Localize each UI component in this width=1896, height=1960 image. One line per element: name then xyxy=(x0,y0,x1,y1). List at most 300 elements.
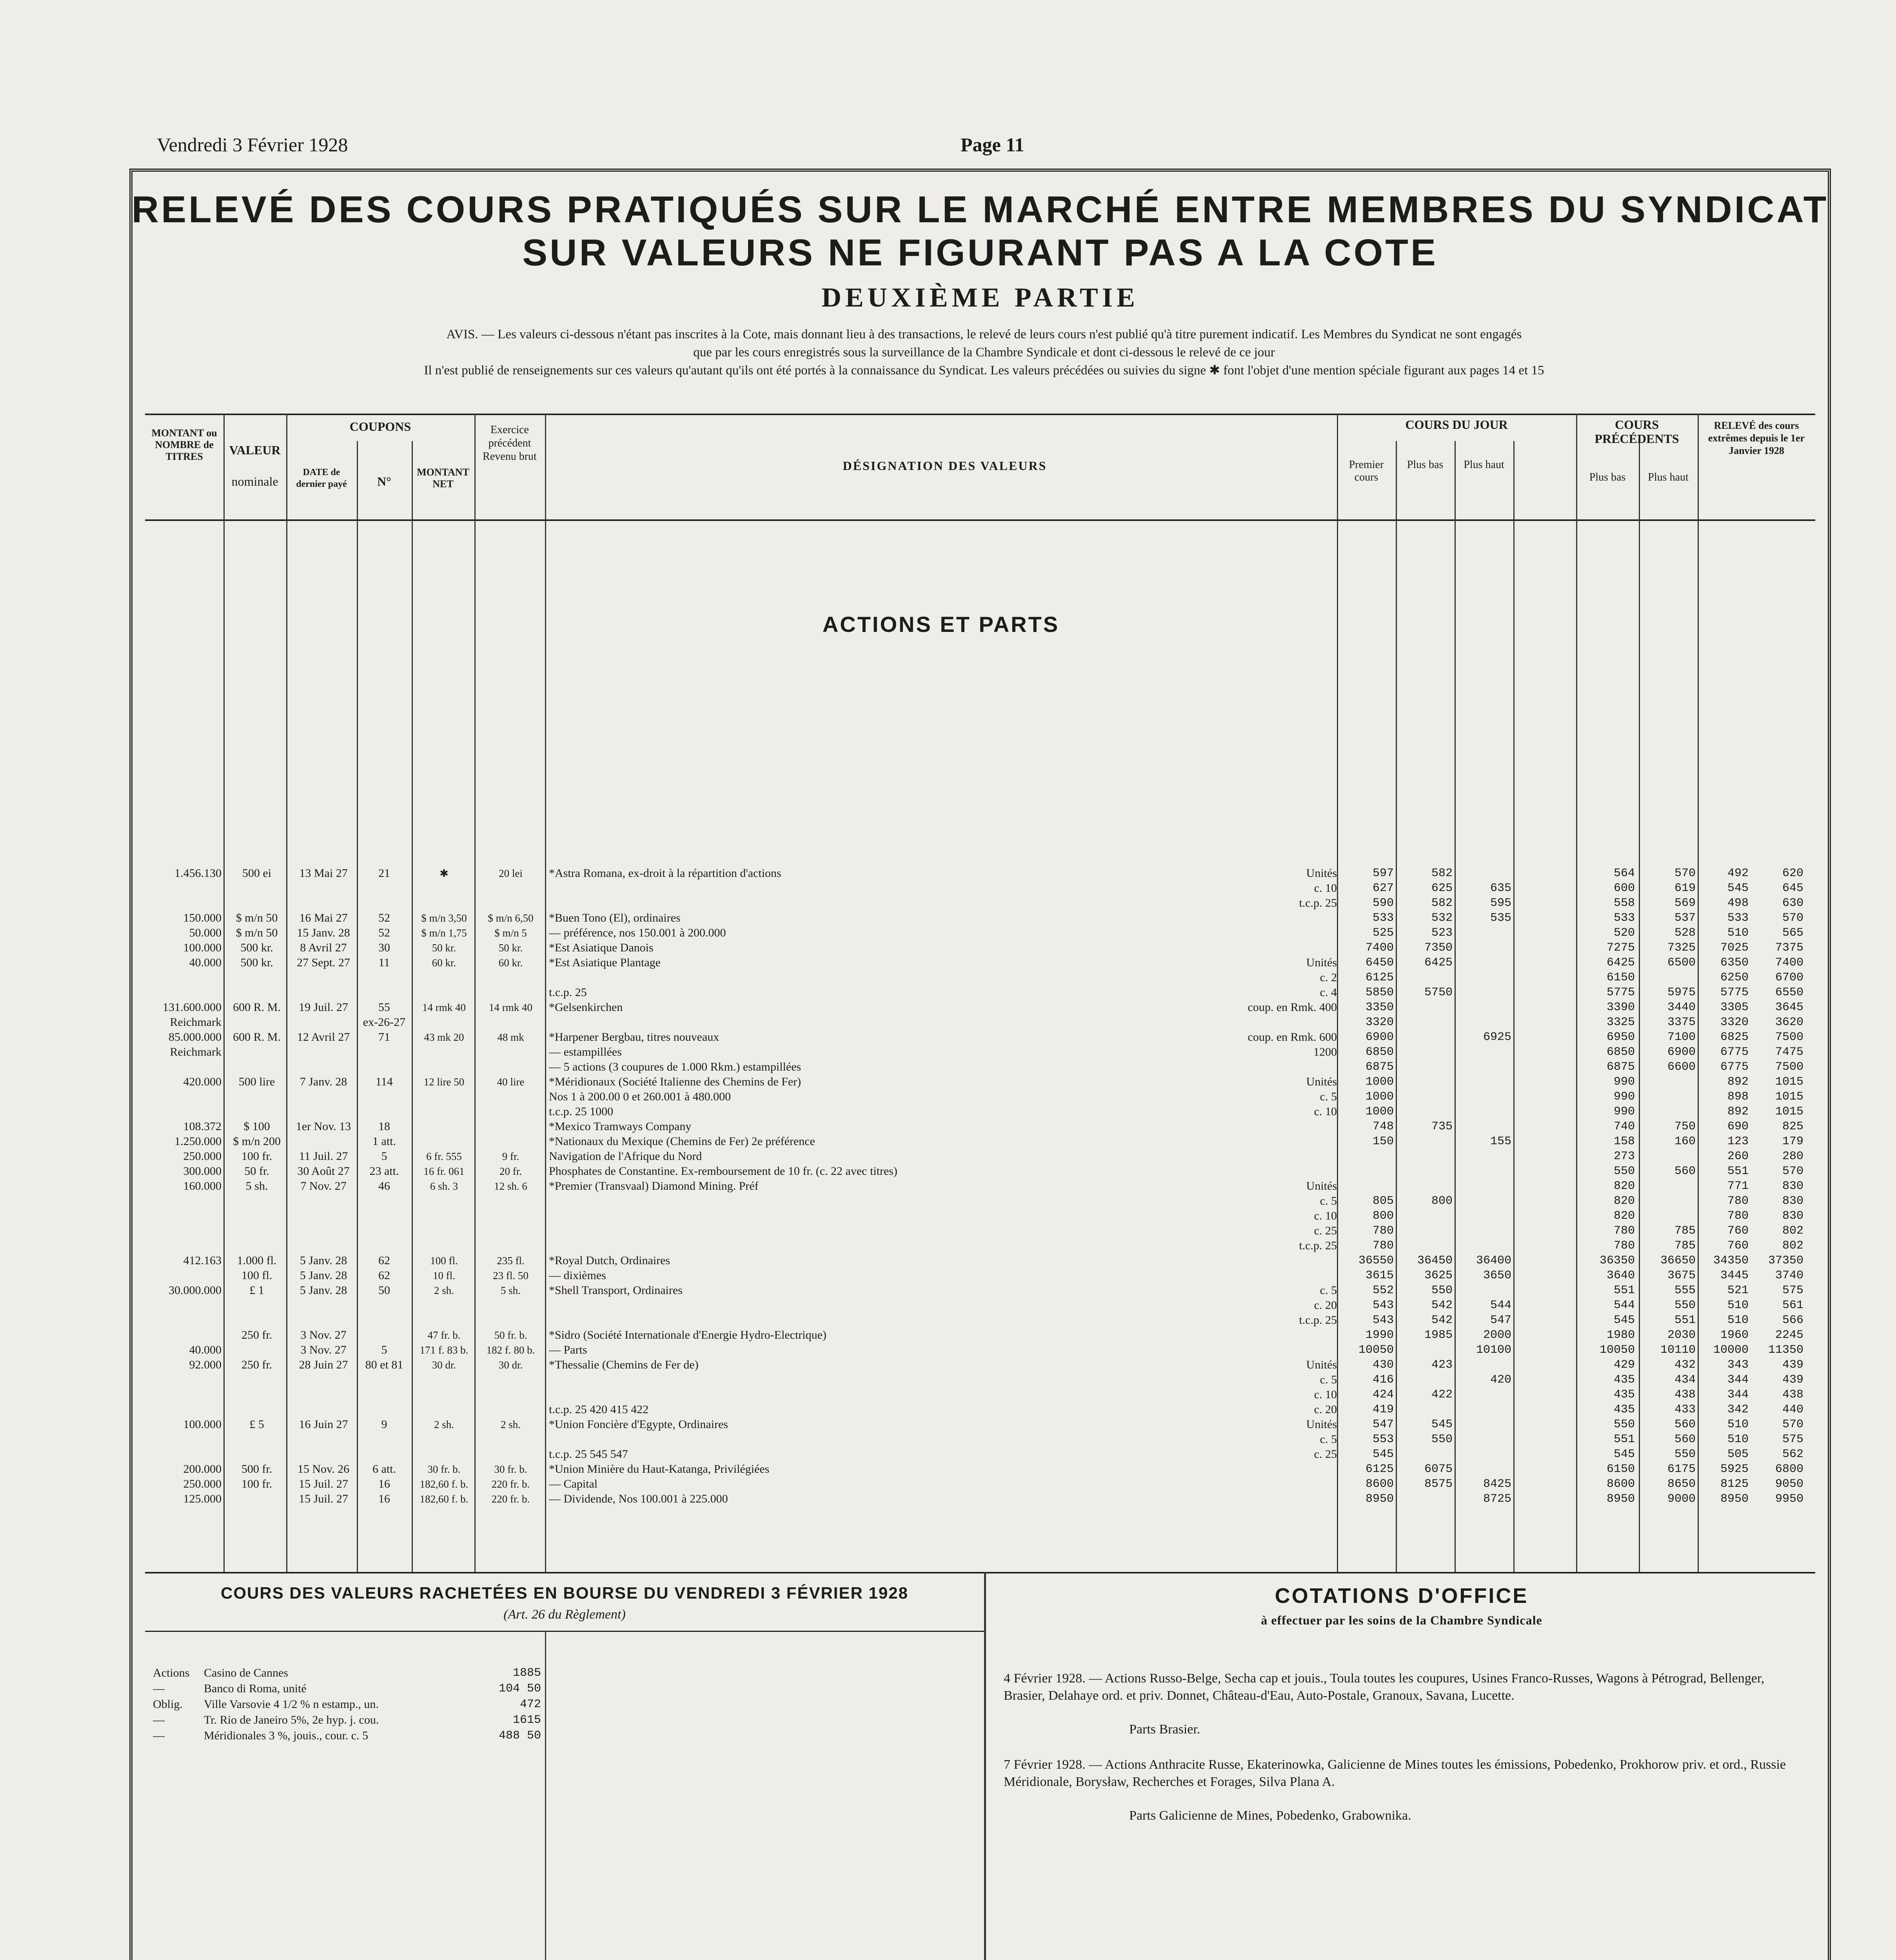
cell-releve-bas: 7025 xyxy=(1720,941,1749,955)
cell-premier: 6900 xyxy=(1365,1031,1394,1044)
cell-designation: *Harpener Bergbau, titres nouveaux xyxy=(549,1031,719,1044)
cell-plus-bas: 523 xyxy=(1431,926,1453,940)
cell-plus-bas: 545 xyxy=(1431,1418,1453,1431)
table-row xyxy=(149,1209,1811,1223)
cell-releve-haut: 802 xyxy=(1782,1224,1803,1238)
notice-line: Il n'est publié de renseignements sur ces valeurs qu'autant qu'ils ont été portés à la connaissance du Syndicat. Les valeurs précédées ou suivies du signe ✱ font l'objet d'une mention spéciale figurant aux pages 14 et 15 xyxy=(424,363,1544,377)
cell-numero: 16 xyxy=(378,1477,390,1490)
col-montant-net: MONTANT NET xyxy=(417,466,469,490)
cell-releve-bas: 521 xyxy=(1727,1284,1749,1297)
cell-releve-haut: 570 xyxy=(1782,1418,1803,1431)
cell-prec-haut: 550 xyxy=(1674,1299,1696,1312)
cell-premier: 10050 xyxy=(1358,1343,1394,1357)
rachetees-value: 1615 xyxy=(512,1713,541,1727)
cell-releve-haut: 1015 xyxy=(1775,1075,1803,1089)
cell-premier: 525 xyxy=(1372,926,1394,940)
cell-releve-haut: 3740 xyxy=(1775,1269,1803,1282)
table-row xyxy=(149,1075,1811,1089)
cell-unite: c. 5 xyxy=(1320,1433,1337,1446)
table-row xyxy=(149,1373,1811,1387)
table-row xyxy=(149,971,1811,985)
cell-releve-bas: 551 xyxy=(1727,1165,1749,1178)
cell-releve-bas: 6775 xyxy=(1720,1045,1749,1059)
cell-prec-haut: 550 xyxy=(1674,1448,1696,1461)
cell-prec-bas: 435 xyxy=(1613,1373,1635,1387)
cell-releve-haut: 7500 xyxy=(1775,1031,1803,1044)
cell-date: 7 Janv. 28 xyxy=(300,1075,347,1088)
cell-releve-haut: 620 xyxy=(1782,867,1803,880)
cell-premier: 748 xyxy=(1372,1120,1394,1133)
cell-plus-haut: 8425 xyxy=(1483,1477,1511,1491)
cell-montant-net: 100 fl. xyxy=(430,1255,458,1267)
cell-plus-bas: 1985 xyxy=(1424,1328,1453,1342)
cell-releve-haut: 562 xyxy=(1782,1448,1803,1461)
cell-releve-bas: 898 xyxy=(1727,1090,1749,1103)
cell-numero: 71 xyxy=(378,1031,390,1044)
header-date: Vendredi 3 Février 1928 xyxy=(157,134,348,156)
cell-designation: — Dividende, Nos 100.001 à 225.000 xyxy=(549,1492,728,1505)
cell-releve-haut: 3620 xyxy=(1775,1016,1803,1029)
cell-exercice: 220 fr. b. xyxy=(491,1478,530,1490)
cell-releve-haut: 37350 xyxy=(1768,1254,1803,1267)
cell-valeur: 500 kr. xyxy=(240,941,273,954)
cell-premier: 6850 xyxy=(1365,1045,1394,1059)
cell-prec-bas: 10050 xyxy=(1599,1343,1635,1357)
notice-line: que par les cours enregistrés sous la surveillance de la Chambre Syndicale et dont ci-dessous le relevé de ce jour xyxy=(693,345,1275,359)
cell-releve-bas: 780 xyxy=(1727,1209,1749,1223)
cell-unite: Unités xyxy=(1306,1180,1337,1192)
cell-plus-bas: 735 xyxy=(1431,1120,1453,1133)
table-row xyxy=(149,1417,1811,1432)
cell-releve-bas: 342 xyxy=(1727,1403,1749,1416)
cell-montant-net: 30 dr. xyxy=(432,1359,456,1371)
rachetees-value: 1885 xyxy=(512,1666,541,1680)
cell-releve-haut: 830 xyxy=(1782,1209,1803,1223)
table-row xyxy=(149,941,1811,955)
cell-prec-haut: 7325 xyxy=(1667,941,1696,955)
cell-valeur: 100 fr. xyxy=(241,1477,272,1490)
cell-valeur: 1.000 fl. xyxy=(237,1254,277,1267)
cell-numero: 55 xyxy=(378,1001,390,1014)
cell-date: 15 Juil. 27 xyxy=(299,1477,348,1490)
cell-plus-bas: 542 xyxy=(1431,1299,1453,1312)
cell-prec-bas: 36350 xyxy=(1599,1254,1635,1267)
cell-date: 15 Juil. 27 xyxy=(299,1492,348,1505)
rachetees-kind: — xyxy=(153,1729,165,1742)
cell-designation: *Thessalie (Chemins de Fer de) xyxy=(549,1358,699,1371)
cell-releve-bas: 6825 xyxy=(1720,1031,1749,1044)
cell-prec-haut: 8650 xyxy=(1667,1477,1696,1491)
office-paragraph-1: 4 Février 1928. — Actions Russo-Belge, Secha cap et jouis., Toula toutes les coupures, Usines Franco-Russes, Wagons à Pétrograd, Bellenger, Brasier, Delahaye ord. et priv. Donnet, Château-d'Eau, Auto-Postale, Granoux, Savana, Lucette. xyxy=(1004,1671,1765,1703)
rachetees-rule xyxy=(145,1631,984,1632)
cell-prec-bas: 550 xyxy=(1613,1418,1635,1431)
cell-montant-net: ✱ xyxy=(439,867,449,879)
col-designation: DÉSIGNATION DES VALEURS xyxy=(843,459,1047,473)
cell-premier: 3350 xyxy=(1365,1001,1394,1014)
cell-numero: 21 xyxy=(378,867,390,880)
cell-exercice: 30 dr. xyxy=(498,1359,523,1371)
cell-montant: Reichmark xyxy=(170,1045,222,1058)
cell-numero: 46 xyxy=(378,1180,390,1192)
cell-releve-bas: 545 xyxy=(1727,882,1749,895)
cell-unite: c. 5 xyxy=(1320,1373,1337,1386)
table-top-rule xyxy=(145,414,1815,415)
table-row xyxy=(149,1492,1811,1506)
cell-prec-bas: 551 xyxy=(1613,1433,1635,1446)
cell-numero: 6 att. xyxy=(372,1463,396,1475)
cell-date: 19 Juil. 27 xyxy=(299,1001,348,1014)
cell-prec-bas: 273 xyxy=(1613,1150,1635,1163)
office-paragraph-1b: Parts Brasier. xyxy=(1129,1722,1200,1737)
cell-montant-net: 6 fr. 555 xyxy=(426,1151,462,1162)
cell-unite: coup. en Rmk. 400 xyxy=(1248,1001,1337,1014)
rachetees-name: Tr. Rio de Janeiro 5%, 2e hyp. j. cou. xyxy=(204,1713,379,1726)
cell-releve-haut: 280 xyxy=(1782,1150,1803,1163)
cell-prec-haut: 560 xyxy=(1674,1165,1696,1178)
cell-premier: 3320 xyxy=(1365,1016,1394,1029)
table-row xyxy=(149,911,1811,925)
cell-unite: coup. en Rmk. 600 xyxy=(1248,1031,1337,1044)
cell-numero: 11 xyxy=(378,956,390,969)
cell-montant: 300.000 xyxy=(183,1165,222,1178)
cell-montant-net: 171 f. 83 b. xyxy=(420,1344,469,1356)
cell-montant: 85.000.000 xyxy=(169,1031,222,1044)
office-paragraph-2b: Parts Galicienne de Mines, Pobedenko, Grabownika. xyxy=(1129,1808,1411,1823)
cell-prec-haut: 6600 xyxy=(1667,1060,1696,1074)
cell-montant-net: 2 sh. xyxy=(434,1285,454,1296)
cell-prec-haut: 537 xyxy=(1674,911,1696,925)
cell-valeur: 100 fl. xyxy=(241,1269,272,1282)
col-cours-precedents: COURS PRÉCÉDENTS xyxy=(1595,417,1679,446)
cell-prec-bas: 550 xyxy=(1613,1165,1635,1178)
cell-designation: t.c.p. 25 1000 xyxy=(549,1105,614,1118)
cell-plus-haut: 547 xyxy=(1490,1314,1511,1327)
cell-releve-bas: 3445 xyxy=(1720,1269,1749,1282)
col-numero: N° xyxy=(377,474,391,488)
cell-unite: c. 10 xyxy=(1314,1388,1337,1401)
cell-premier: 36550 xyxy=(1358,1254,1394,1267)
rachetees-name: Méridionales 3 %, jouis., cour. c. 5 xyxy=(204,1729,369,1742)
cell-premier: 780 xyxy=(1372,1239,1394,1252)
cell-premier: 805 xyxy=(1372,1194,1394,1208)
cell-valeur: $ m/n 50 xyxy=(236,926,278,939)
cell-prec-bas: 600 xyxy=(1613,882,1635,895)
cell-montant-net: 30 fr. b. xyxy=(427,1463,461,1475)
cell-unite: c. 5 xyxy=(1320,1284,1337,1297)
col-montant: MONTANT ou NOMBRE de TITRES xyxy=(151,427,217,462)
cell-date: 15 Janv. 28 xyxy=(297,926,350,939)
cell-releve-haut: 570 xyxy=(1782,911,1803,925)
cell-prec-bas: 6150 xyxy=(1606,1463,1635,1476)
cell-designation: Phosphates de Constantine. Ex-remboursement de 10 fr. (c. 22 avec titres) xyxy=(549,1165,897,1178)
cell-releve-haut: 11350 xyxy=(1768,1343,1803,1357)
table-row xyxy=(149,985,1811,1000)
table-row xyxy=(149,1388,1811,1402)
cell-releve-haut: 2245 xyxy=(1775,1328,1803,1342)
cell-releve-haut: 561 xyxy=(1782,1299,1803,1312)
cell-designation: — estampillées xyxy=(549,1045,622,1058)
cell-montant: 100.000 xyxy=(183,1418,222,1431)
cell-unite: c. 5 xyxy=(1320,1090,1337,1103)
cell-montant-net: $ m/n 1,75 xyxy=(421,927,467,939)
table-row xyxy=(149,1045,1811,1059)
cell-exercice: 48 mk xyxy=(497,1031,524,1043)
cell-prec-bas: 435 xyxy=(1613,1403,1635,1416)
cell-designation: *Sidro (Société Internationale d'Energie Hydro-Electrique) xyxy=(549,1328,826,1341)
cell-releve-haut: 179 xyxy=(1782,1135,1803,1148)
cell-montant: 30.000.000 xyxy=(169,1284,222,1297)
cell-unite: Unités xyxy=(1306,1418,1337,1431)
cell-designation: t.c.p. 25 xyxy=(549,986,587,999)
cell-valeur: £ 5 xyxy=(249,1418,264,1431)
cell-premier: 1000 xyxy=(1365,1090,1394,1103)
rachetees-value: 104 50 xyxy=(498,1682,541,1695)
cell-prec-haut: 570 xyxy=(1674,867,1696,880)
part-heading: DEUXIÈME PARTIE xyxy=(821,283,1139,313)
cell-date: 5 Janv. 28 xyxy=(300,1269,347,1282)
cell-prec-haut: 438 xyxy=(1674,1388,1696,1401)
cell-premier: 8950 xyxy=(1365,1492,1394,1506)
cell-prec-bas: 520 xyxy=(1613,926,1635,940)
cell-releve-haut: 575 xyxy=(1782,1433,1803,1446)
cell-numero: 5 xyxy=(381,1343,387,1356)
table-row xyxy=(149,1015,1811,1029)
cell-date: 13 Mai 27 xyxy=(299,867,348,880)
cell-prec-bas: 3325 xyxy=(1606,1016,1635,1029)
cell-premier: 3615 xyxy=(1365,1269,1394,1282)
cell-montant: 420.000 xyxy=(183,1075,222,1088)
table-row xyxy=(149,1149,1811,1163)
cell-premier: 590 xyxy=(1372,897,1394,910)
cell-releve-haut: 630 xyxy=(1782,897,1803,910)
cell-releve-bas: 6250 xyxy=(1720,971,1749,984)
table-row xyxy=(149,1090,1811,1104)
cell-prec-bas: 7275 xyxy=(1606,941,1635,955)
cell-numero: 52 xyxy=(378,926,390,939)
cell-premier: 545 xyxy=(1372,1448,1394,1461)
rachetees-line xyxy=(153,1666,545,1680)
table-row xyxy=(149,956,1811,970)
cell-valeur: 500 ei xyxy=(242,867,272,880)
cell-numero: 1 att. xyxy=(372,1135,396,1148)
cell-prec-haut: 2030 xyxy=(1667,1328,1696,1342)
notice-line: AVIS. — Les valeurs ci-dessous n'étant pas inscrites à la Cote, mais donnant lieu à des transactions, le relevé de leurs cours n'est publié qu'à titre purement indicatif. Les Membres du Syndicat ne sont engagés xyxy=(446,327,1522,341)
cell-unite: Unités xyxy=(1306,1358,1337,1371)
rachetees-kind: — xyxy=(153,1713,165,1726)
cell-exercice: 30 fr. b. xyxy=(494,1463,527,1475)
cell-releve-haut: 570 xyxy=(1782,1165,1803,1178)
cell-valeur: $ 100 xyxy=(243,1120,270,1133)
cell-numero: 62 xyxy=(378,1254,390,1267)
cell-montant: 108.372 xyxy=(183,1120,222,1133)
col-plus-haut: Plus haut xyxy=(1464,459,1504,471)
cell-plus-bas: 36450 xyxy=(1417,1254,1453,1267)
cell-prec-bas: 990 xyxy=(1613,1090,1635,1103)
cell-releve-bas: 8950 xyxy=(1720,1492,1749,1506)
rachetees-col-rule xyxy=(545,1631,546,1960)
cell-designation: *Est Asiatique Danois xyxy=(549,941,654,954)
cell-premier: 6125 xyxy=(1365,1463,1394,1476)
cell-designation: — 5 actions (3 coupures de 1.000 Rkm.) estampillées xyxy=(549,1060,801,1073)
cell-releve-bas: 1960 xyxy=(1720,1328,1749,1342)
cell-premier: 6875 xyxy=(1365,1060,1394,1074)
cell-plus-bas: 532 xyxy=(1431,911,1453,925)
cell-releve-bas: 510 xyxy=(1727,1299,1749,1312)
rachetees-name: Casino de Cannes xyxy=(204,1666,288,1679)
table-row xyxy=(149,1105,1811,1119)
cell-prec-bas: 3390 xyxy=(1606,1001,1635,1014)
cell-designation: *Est Asiatique Plantage xyxy=(549,956,661,969)
cell-plus-bas: 7350 xyxy=(1424,941,1453,955)
cell-releve-haut: 439 xyxy=(1782,1358,1803,1372)
cell-releve-haut: 566 xyxy=(1782,1314,1803,1327)
cell-releve-haut: 6550 xyxy=(1775,986,1803,999)
cell-releve-haut: 645 xyxy=(1782,882,1803,895)
cell-valeur: 500 fr. xyxy=(241,1463,272,1475)
cell-releve-haut: 575 xyxy=(1782,1284,1803,1297)
table-row xyxy=(149,1194,1811,1208)
cell-designation: Navigation de l'Afrique du Nord xyxy=(549,1150,702,1163)
cell-designation: *Buen Tono (El), ordinaires xyxy=(549,911,681,924)
cell-exercice: $ m/n 5 xyxy=(494,927,527,939)
cell-valeur: 500 kr. xyxy=(240,956,273,969)
cell-exercice: 9 fr. xyxy=(502,1151,519,1162)
cell-valeur: £ 1 xyxy=(249,1284,264,1297)
cell-premier: 547 xyxy=(1372,1418,1394,1431)
cell-unite: Unités xyxy=(1306,867,1337,880)
table-row xyxy=(149,1164,1811,1178)
cell-releve-haut: 7375 xyxy=(1775,941,1803,955)
cell-releve-bas: 260 xyxy=(1727,1150,1749,1163)
cell-premier: 150 xyxy=(1372,1135,1394,1148)
cell-plus-haut: 544 xyxy=(1490,1299,1511,1312)
cell-releve-bas: 3305 xyxy=(1720,1001,1749,1014)
cell-designation: *Méridionaux (Société Italienne des Chemins de Fer) xyxy=(549,1075,801,1088)
cell-prec-bas: 3640 xyxy=(1606,1269,1635,1282)
cell-montant-net: 10 fl. xyxy=(433,1270,455,1281)
cell-prec-haut: 6500 xyxy=(1667,956,1696,969)
cell-prec-bas: 6950 xyxy=(1606,1031,1635,1044)
cell-prec-bas: 8600 xyxy=(1606,1477,1635,1491)
cell-prec-bas: 429 xyxy=(1613,1358,1635,1372)
cell-prec-bas: 5775 xyxy=(1606,986,1635,999)
table-row xyxy=(149,926,1811,940)
cell-montant: 40.000 xyxy=(189,1343,222,1356)
cell-releve-bas: 6775 xyxy=(1720,1060,1749,1074)
cell-numero: 80 et 81 xyxy=(365,1358,403,1371)
table-row xyxy=(149,1403,1811,1417)
cell-releve-bas: 892 xyxy=(1727,1105,1749,1118)
cell-releve-bas: 5925 xyxy=(1720,1463,1749,1476)
cell-montant: 1.456.130 xyxy=(174,867,222,880)
cell-prec-bas: 990 xyxy=(1613,1105,1635,1118)
cell-valeur: 250 fr. xyxy=(241,1328,272,1341)
cell-montant-net: 182,60 f. b. xyxy=(420,1493,469,1505)
rachetees-line xyxy=(153,1729,545,1743)
cell-designation: *Mexico Tramways Company xyxy=(549,1120,692,1133)
cell-designation: t.c.p. 25 420 415 422 xyxy=(549,1403,649,1416)
cell-date: 28 Juin 27 xyxy=(299,1358,348,1371)
cell-designation: *Astra Romana, ex-droit à la répartition d'actions xyxy=(549,867,781,880)
cell-montant: 200.000 xyxy=(183,1463,222,1475)
cell-montant: 50.000 xyxy=(189,926,222,939)
cell-date: 8 Avril 27 xyxy=(300,941,347,954)
cell-designation: — préférence, nos 150.001 à 200.000 xyxy=(549,926,726,939)
rachetees-line xyxy=(153,1713,545,1727)
cell-montant: 1.250.000 xyxy=(174,1135,222,1148)
cell-date: 16 Juin 27 xyxy=(299,1418,348,1431)
table-row xyxy=(149,1328,1811,1342)
table-row xyxy=(149,1030,1811,1044)
cell-date: 5 Janv. 28 xyxy=(300,1254,347,1267)
cell-plus-bas: 8575 xyxy=(1424,1477,1453,1491)
cell-numero: 30 xyxy=(378,941,390,954)
cell-designation: — Parts xyxy=(549,1343,587,1356)
col-exercice: Exercice précédent Revenu brut xyxy=(483,424,537,463)
cell-exercice: 20 fr. xyxy=(499,1165,522,1177)
cell-premier: 7400 xyxy=(1365,941,1394,955)
cell-premier: 627 xyxy=(1372,882,1394,895)
cell-prec-bas: 558 xyxy=(1613,897,1635,910)
cell-releve-bas: 505 xyxy=(1727,1448,1749,1461)
cell-prec-haut: 551 xyxy=(1674,1314,1696,1327)
cell-montant: 412.163 xyxy=(183,1254,222,1267)
cell-numero: 114 xyxy=(376,1075,393,1088)
cell-prec-haut: 560 xyxy=(1674,1433,1696,1446)
cell-prec-bas: 820 xyxy=(1613,1180,1635,1193)
rachetees-title: COURS DES VALEURS RACHETÉES EN BOURSE DU VENDREDI 3 FÉVRIER 1928 xyxy=(221,1584,908,1602)
cell-releve-bas: 760 xyxy=(1727,1224,1749,1238)
cell-premier: 1000 xyxy=(1365,1075,1394,1089)
cell-prec-haut: 785 xyxy=(1674,1239,1696,1252)
cell-plus-bas: 542 xyxy=(1431,1314,1453,1327)
cell-plus-bas: 800 xyxy=(1431,1194,1453,1208)
cell-unite: t.c.p. 25 xyxy=(1299,1314,1337,1327)
cell-prec-haut: 569 xyxy=(1674,897,1696,910)
cell-numero: 5 xyxy=(381,1150,387,1163)
cell-prec-bas: 780 xyxy=(1613,1239,1635,1252)
cell-valeur: 250 fr. xyxy=(241,1358,272,1371)
cell-prec-haut: 10110 xyxy=(1660,1343,1696,1357)
cell-exercice: 20 lei xyxy=(499,867,523,879)
table-row xyxy=(149,1120,1811,1134)
cell-montant-net: 182,60 f. b. xyxy=(420,1478,469,1490)
cell-prec-haut: 3440 xyxy=(1667,1001,1696,1014)
table-row xyxy=(149,1358,1811,1372)
cell-premier: 533 xyxy=(1372,911,1394,925)
cell-releve-haut: 565 xyxy=(1782,926,1803,940)
cell-releve-bas: 10000 xyxy=(1713,1343,1749,1357)
col-plus-bas: Plus bas xyxy=(1407,459,1444,471)
cell-exercice: 40 lire xyxy=(497,1076,525,1088)
cell-date: 1er Nov. 13 xyxy=(296,1120,351,1133)
cell-unite: Unités xyxy=(1306,1075,1337,1088)
cell-releve-haut: 439 xyxy=(1782,1373,1803,1387)
cell-unite: c. 2 xyxy=(1320,971,1337,984)
cell-prec-bas: 820 xyxy=(1613,1209,1635,1223)
cell-prec-bas: 435 xyxy=(1613,1388,1635,1401)
cell-releve-bas: 510 xyxy=(1727,1314,1749,1327)
cell-numero: 62 xyxy=(378,1269,390,1282)
cell-plus-haut: 8725 xyxy=(1483,1492,1511,1506)
cell-releve-bas: 343 xyxy=(1727,1358,1749,1372)
cell-premier: 543 xyxy=(1372,1314,1394,1327)
cell-designation: *Premier (Transvaal) Diamond Mining. Préf xyxy=(549,1180,759,1192)
cell-prec-bas: 1980 xyxy=(1606,1328,1635,1342)
cell-premier: 6450 xyxy=(1365,956,1394,969)
cell-date: 5 Janv. 28 xyxy=(300,1284,347,1297)
cell-date: 30 Août 27 xyxy=(297,1165,350,1178)
